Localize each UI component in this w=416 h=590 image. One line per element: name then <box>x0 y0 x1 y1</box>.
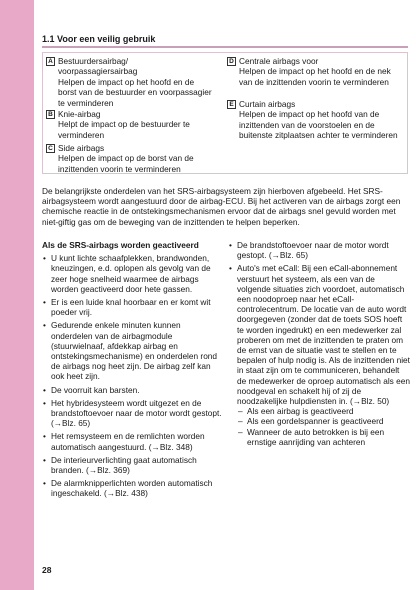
legend-description: Helpen de impact op het hoofd en de nek van de inzittenden voorin te verminderen <box>239 66 391 87</box>
airbag-legend-box <box>42 52 408 174</box>
list-item <box>228 263 410 447</box>
activated-heading: Als de SRS-airbags worden geactiveerd <box>42 240 199 250</box>
intro-paragraph: De belangrijkste onderdelen van het SRS-airbagsysteem zijn hierboven afgebeeld. Het SRS-airbagsysteem wordt aangestuurd door de airbag-ECU. Bij het activeren van de airbags zorgt een chemische reactie in de ontstekingsmechanismen ervoor dat de airbags snel gevuld worden met niet-giftig gas om de beweging van de inzittenden te helpen beperken. <box>42 186 401 227</box>
legend-tag: E <box>227 100 236 109</box>
legend-heading: Curtain airbags <box>239 99 296 109</box>
legend-description: Helpt de impact op de bestuurder te verminderen <box>58 119 190 140</box>
legend-tag: A <box>46 57 55 66</box>
legend-tag: B <box>46 110 55 119</box>
legend-heading: Side airbags <box>58 143 105 153</box>
legend-heading: Bestuurdersairbag/ <box>58 56 129 66</box>
legend-description: voorpassagiersairbag Helpen de impact op het hoofd en de borst van de bestuurder en voorpassagier te verminderen <box>58 66 212 108</box>
list-item: • De voorruit kan barsten. <box>42 385 222 395</box>
section-title: 1.1 Voor een veilig gebruik <box>42 34 156 44</box>
legend-description: Helpen de impact op het hoofd van de inzittenden van de voorstoelen en de buitenste zitplaatsen achter te verminderen <box>239 109 398 141</box>
sub-list-item: – Als een gordelspanner is geactiveerd <box>237 416 410 426</box>
manual-page <box>34 0 416 590</box>
list-item: • U kunt lichte schaafplekken, brandwonden, kneuzingen, e.d. oplopen als gevolg van de zeer hoge snelheid waarmee de airbags worden geactiveerd door hete gassen. <box>42 253 222 294</box>
legend-heading: Knie-airbag <box>58 109 101 119</box>
chapter-side-strip <box>0 0 34 590</box>
sub-list-item: – Wanneer de auto betrokken is bij een ernstige aanrijding van achteren <box>237 427 410 447</box>
legend-heading: Centrale airbags voor <box>239 56 319 66</box>
activated-list-left <box>42 253 222 498</box>
activated-list-right <box>228 240 410 447</box>
right-column <box>228 240 410 450</box>
ecall-text: Auto's met eCall: Bij een eCall-abonnement verstuurt het systeem, als een van de volgende situaties zich voordoet, automatisch een noodoproep naar het eCall-controlecentrum. De locatie van de auto wordt doorgegeven (zonder dat de toets SOS hoeft te worden ingedrukt) en een medewerker zal proberen om met de inzittenden te praten om de ernst van de situatie vast te stellen en te bepalen of hulp nodig is. Als de inzittenden niet in staat zijn om te communiceren, behandelt de medewerker de oproep automatisch als een noodgeval en schakelt hij of zij de noodzakelijke hulpdiensten in. (→Blz. 50) <box>237 263 410 407</box>
page-number: 28 <box>42 565 52 575</box>
left-column <box>42 240 222 502</box>
list-item: • De brandstoftoevoer naar de motor wordt gestopt. (→Blz. 65) <box>228 240 410 260</box>
list-item: • Gedurende enkele minuten kunnen onderdelen van de airbagmodule (stuurwielnaaf, afdekkap airbag en ontstekingsmechanisme) en onderdelen rond de airbags nog heet zijn. De airbag zelf kan ook heet zijn. <box>42 320 222 381</box>
legend-description: Helpen de impact op de borst van de inzittenden voorin te verminderen <box>58 153 194 174</box>
list-item: • Het remsysteem en de remlichten worden automatisch aangestuurd. (→Blz. 348) <box>42 431 222 451</box>
legend-tag: D <box>227 57 236 66</box>
legend-tag: C <box>46 144 55 153</box>
sub-list-item: – Als een airbag is geactiveerd <box>237 406 410 416</box>
ecall-sub-list <box>237 406 410 447</box>
list-item: • De alarmknipperlichten worden automatisch ingeschakeld. (→Blz. 438) <box>42 478 222 498</box>
list-item: • Het hybridesysteem wordt uitgezet en de brandstoftoevoer naar de motor wordt gestopt. (→Blz. 65) <box>42 398 222 429</box>
list-item: • Er is een luide knal hoorbaar en er komt wit poeder vrij. <box>42 297 222 317</box>
list-item: • De interieurverlichting gaat automatisch branden. (→Blz. 369) <box>42 455 222 475</box>
